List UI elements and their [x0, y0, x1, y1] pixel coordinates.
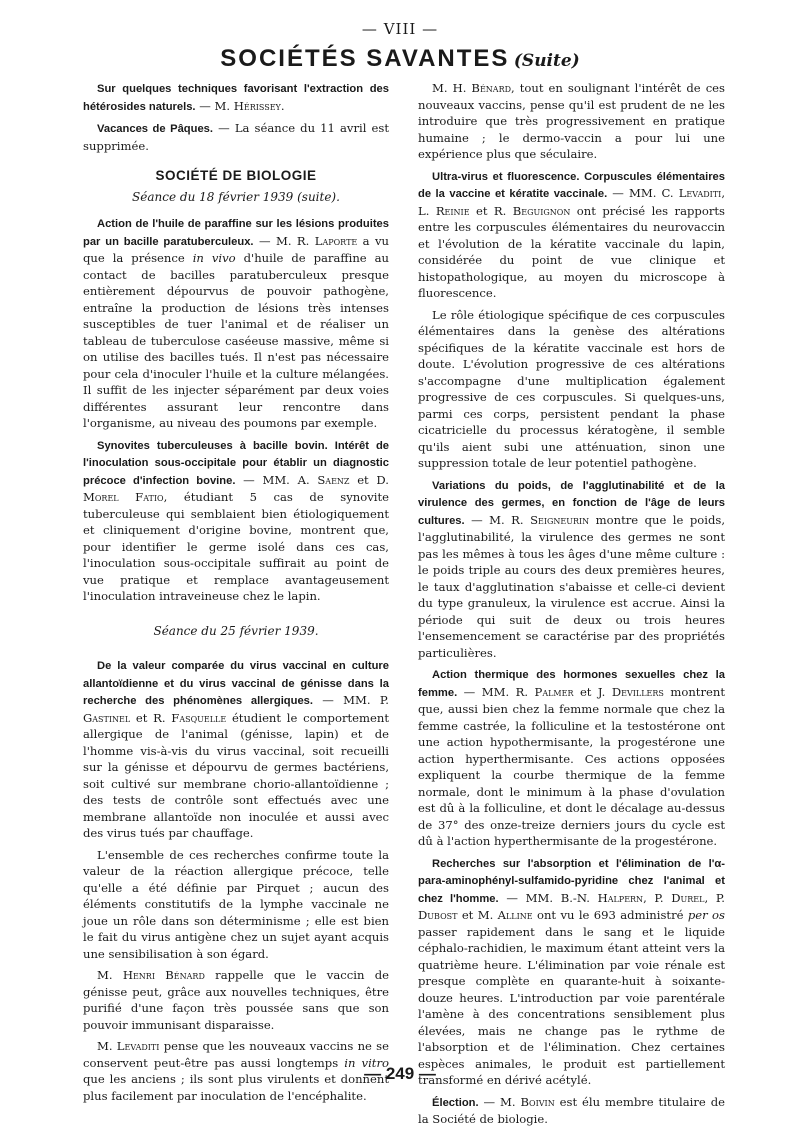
abstract-ultra-virus: Ultra-virus et fluorescence. Corpuscules élémentaires de la vaccine et kératite vaccinale. — MM. C. Levaditi, L. Reinie et R. Beguignon ont précisé les rapports entre les corpuscules élémentaires du neurovaccin et l'évolution de la kératite vaccinale du lapin, considérée du point de vue clinique et histopathologique, au moyen du microscope à fluorescence. — [418, 170, 726, 300]
left-column — [83, 80, 389, 1109]
page-number: — 249 — — [364, 1064, 436, 1083]
masthead — [0, 45, 800, 73]
masthead-suffix: (Suite) — [513, 51, 580, 71]
abstract-title: Recherches sur l'absorption et l'élimination de l'α-para-aminophényl-sulfamido-pyridine chez l'animal et chez l'homme. — [418, 857, 725, 905]
author: Durel — [671, 890, 705, 905]
author: Fasquelle — [171, 710, 227, 725]
abstract-title: Sur quelques techniques favorisant l'extraction des hétérosides naturels. — [83, 83, 389, 113]
author: M. Henri Bénard — [97, 968, 205, 982]
abstract-title: Variations du poids, de l'agglutinabilité et de la virulence des germes, en fonction de l'âge de leurs cultures. — [418, 479, 725, 527]
session-date: Séance du 18 février 1939 (suite). — [132, 189, 340, 204]
author: Seigneurin — [530, 512, 590, 527]
notice-title: Vacances de Pâques. — [97, 123, 214, 135]
abstract-paraffine: Action de l'huile de paraffine sur les lésions produites par un bacille paratuberculeux. — M. R. Laporte a vu que la présence in vivo d'huile de paraffine au contact de bacilles paratuberculeux presque entièrement dépourvus de pouvoir pathogène, entraîne la production de lésions très intenses susceptibles de tuer l'animal et de réaliser un tableau de tuberculose caséeuse massive, même si on utilise des bacilles tués. Il n'est pas nécessaire pour cela d'inoculer l'huile et la culture mélangées. Il suffit de les injecter séparément par deux voies différentes assurant leur rencontre dans l'organisme, au niveau des poumons par exemple. — [83, 218, 389, 430]
notice-vacances: Vacances de Pâques. — La séance du 11 avril est supprimée. — [83, 121, 389, 153]
abstract-variations-poids: Variations du poids, de l'agglutinabilité et de la virulence des germes, en fonction de l'âge de leurs cultures. — M. R. Seigneurin montre que le poids, l'agglutinabilité, la virulence des germes ne sont pas les mêmes à tous les âges d'une même culture : le poids triple au cours des deux premières heures, le taux d'agglutination s'abaisse et celle-ci devient du type granuleux, la virulence est accrue. Ainsi la période qui suit de deux ou trois heures l'ensemencement se caractérise par des propriétés particulières. — [418, 479, 726, 660]
session-date: Séance du 25 février 1939. — [153, 623, 319, 638]
roman-page-number: — VIII — — [361, 20, 439, 38]
author: Dubost — [418, 908, 458, 922]
comment-levaditi: M. Levaditi pense que les nouveaux vaccins ne se conservent peut-être pas aussi longtemps in vitro que les anciens ; ils sont plus virulents et donnent plus facilement par inoculation de l'encéphalite. — [83, 1039, 389, 1103]
author: Gastinel — [83, 710, 131, 725]
abstract-heterosides: Sur quelques techniques favorisant l'extraction des hétérosides naturels. — M. Hérissey. — [83, 83, 389, 113]
author: Reinie — [435, 203, 470, 218]
author: Levaditi — [678, 186, 722, 200]
paragraph: L'ensemble de ces recherches confirme toute la valeur de la réaction allergique précoce, telle qu'elle a été définie par Pirquet ; aucun des éléments constitutifs de la lymphe vaccinale ne joue un rôle dans son déterminisme ; elle est bien le fait du virus antigène chez un sujet ayant acquis une sensibilisation à son égard. — [83, 847, 389, 961]
abstract-sulfamido: Recherches sur l'absorption et l'élimination de l'α-para-aminophényl-sulfamido-pyridine chez l'animal et chez l'homme. — MM. B.-N. Halpern, P. Durel, P. Dubost et M. Alline ont vu le 693 administré per os passer rapidement dans le sang et le liquide céphalo-rachidien, le maximum étant atteint vers la quatrième heure. L'élimination par voie rénale est presque complète en quarante-huit à soixante-douze heures. L'introduction par voie parentérale l'amène à des concentrations sensiblement plus élevées, mais ne change pas le rythme de l'absorption et de l'élimination. Chez certaines espèces animales, le produit est partiellement transformé en dérivé acétylé. — [418, 857, 725, 1087]
section-heading: SOCIÉTÉ DE BIOLOGIE — [155, 168, 317, 183]
masthead-title: SOCIÉTÉS SAVANTES — [220, 45, 510, 72]
comment-h-benard: M. H. Bénard, tout en soulignant l'intérêt de ces nouveaux vaccins, pense qu'il est prudent de ne les introduire que très progressivement en pratique humaine ; le dermo-vaccin a pour lui une expérience plus que séculaire. — [418, 81, 725, 161]
author: Devillers — [611, 684, 664, 699]
abstract-synovites: Synovites tuberculeuses à bacille bovin. Intérêt de l'inoculation sous-occipitale pour établir un diagnostic précoce d'infection bovine. — MM. A. Saenz et D. Morel Fatio, étudiant 5 cas de synovite tuberculeuse qui semblaient bien étiologiquement et cliniquement d'origine bovine, montrent que, pour identifier le germe isolé dans ces cas, l'inoculation sous-occipitale suffirait au point de vue pratique et remplace avantageusement l'inoculation intraveineuse chez le lapin. — [83, 439, 389, 603]
abstract-title: Action thermique des hormones sexuelles chez la femme. — [418, 669, 725, 699]
author: M. Levaditi — [97, 1039, 160, 1053]
right-column — [418, 80, 725, 1133]
abstract-virus-vaccinal: De la valeur comparée du virus vaccinal en culture allantoïdienne et du virus vaccinal de génisse dans la recherche des phénomènes allergiques. — MM. P. Gastinel et R. Fasquelle étudient le comportement allergique de l'animal (génisse, lapin) et de l'homme vis-à-vis du virus vaccinal, soit recueilli sur la génisse et dépourvu de germes bactériens, soit cultivé sur membrane chorio-allantoïdienne ; des tests de contrôle sont effectués avec une membrane allantoïde non inoculée et aussi avec des virus tués par chauffage. — [83, 660, 389, 840]
abstract-title: Ultra-virus et fluorescence. Corpuscules élémentaires de la vaccine et kératite vaccinale. — [418, 170, 725, 200]
paragraph: Le rôle étiologique spécifique de ces corpuscules élémentaires dans la genèse des altérations spécifiques de la kératite vaccinale est hors de doute. L'évolution progressive de ces altérations s'accompagne d'une multiplication également progressive de ces corpuscules. Si quelques-uns, parmi ces corps, persistent pendant la phase cicatricielle du processus kératogène, il semble qu'ils aient subi une atténuation, sinon une suppression totale de leur potentiel pathogène. — [418, 307, 725, 470]
author: Laporte — [314, 233, 358, 248]
author: Palmer — [534, 684, 574, 699]
author: Halpern — [597, 890, 644, 905]
author: Morel Fatio — [83, 490, 164, 504]
abstract-title: Synovites tuberculeuses à bacille bovin. Intérêt de l'inoculation sous-occipitale pour établir un diagnostic précoce d'infection bovine. — [83, 439, 389, 487]
comment-benard: M. Henri Bénard rappelle que le vaccin de génisse peut, grâce aux nouvelles techniques, être purifié d'une façon très poussée sans que son pouvoir immunisant disparaisse. — [83, 968, 389, 1032]
abstract-action-thermique: Action thermique des hormones sexuelles chez la femme. — MM. R. Palmer et J. Devillers montrent que, aussi bien chez la femme normale que chez la femme castrée, la folliculine et la testostérone ont une action hypothermisante, la progestérone une action hyperthermisante. Ces actions opposées expliquent la courbe thermique de la femme normale, dont le minimum à la phase d'ovulation est dû à la folliculine, et dont le décalage au-dessus de 37° des onze-treize derniers jours du cycle est dû à l'action hyperthermisante de la progestérone. — [418, 669, 725, 848]
author: Beguignon — [512, 203, 571, 218]
notice-election: Élection. — M. Boivin est élu membre titulaire de la Société de biologie. — [418, 1094, 725, 1126]
author: Saenz — [317, 472, 350, 487]
author: Boivin — [520, 1094, 555, 1109]
author: Hérissey — [233, 98, 281, 113]
author: Alline — [497, 908, 533, 922]
abstract-title: Action de l'huile de paraffine sur les lésions produites par un bacille paratuberculeux. — [83, 218, 389, 248]
abstract-title: De la valeur comparée du virus vaccinal en culture allantoïdienne et du virus vaccinal de génisse dans la recherche des phénomènes allergiques. — [83, 660, 389, 707]
notice-title: Élection. — [432, 1096, 479, 1109]
author: M. H. Bénard — [432, 81, 512, 95]
